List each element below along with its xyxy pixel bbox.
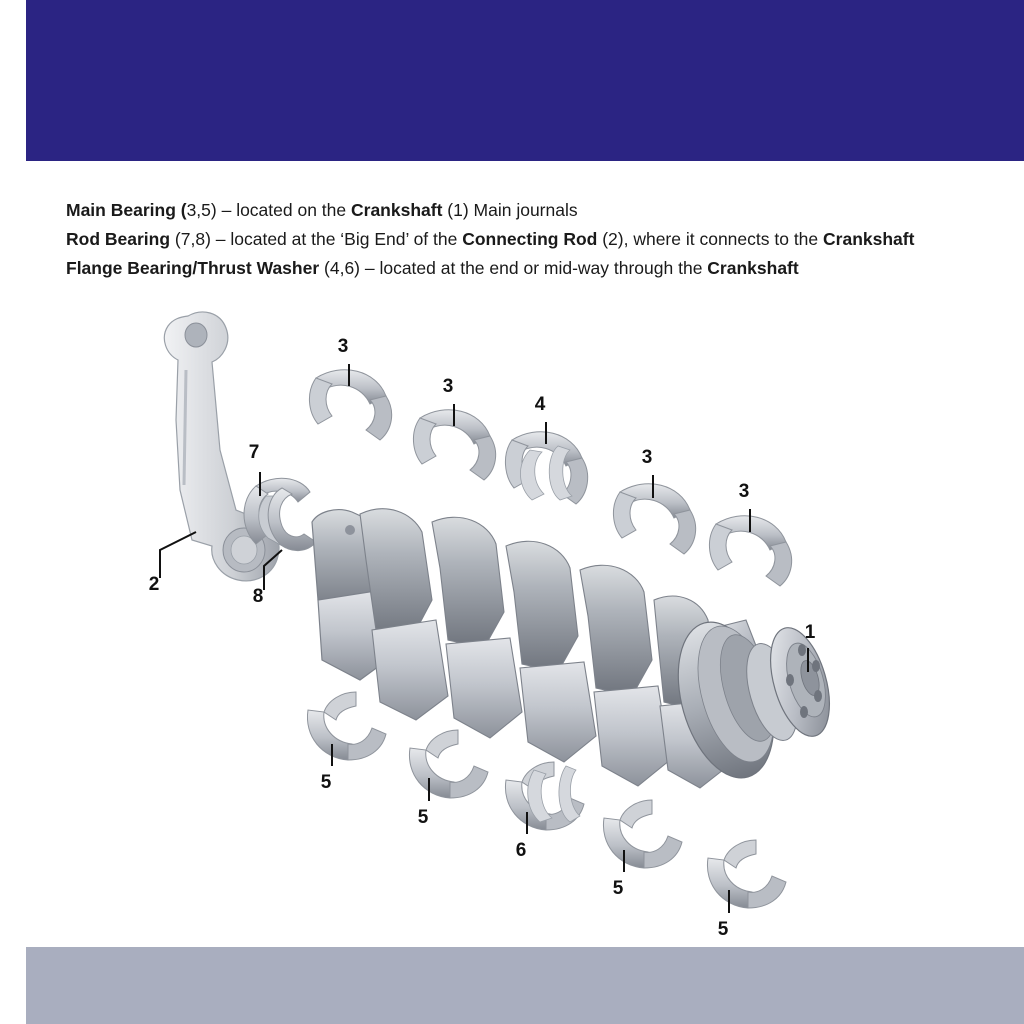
left-white-margin	[0, 0, 26, 1024]
header-bar	[26, 0, 1024, 161]
desc2-bold-1: Rod Bearing	[66, 229, 171, 249]
connecting-rod	[164, 312, 279, 581]
callout-3a: 3	[337, 336, 349, 357]
callout-3d: 3	[738, 481, 750, 502]
callout-4: 4	[534, 394, 546, 415]
footer-bar	[0, 947, 1024, 1024]
callout-5a: 5	[320, 772, 332, 793]
callout-6: 6	[515, 840, 527, 861]
callout-3b: 3	[442, 376, 454, 397]
exploded-crankshaft-bearing-diagram	[60, 300, 960, 940]
description-line-2	[66, 225, 996, 254]
desc2-bold-3: Crankshaft	[823, 229, 915, 249]
callout-3c: 3	[641, 447, 653, 468]
description-line-3	[66, 254, 996, 283]
desc3-bold-2: Crankshaft	[707, 258, 799, 278]
desc2-text-2: (2), where it connects to the	[597, 229, 824, 249]
callout-1: 1	[804, 622, 816, 643]
crankshaft	[312, 509, 840, 789]
desc3-text-1: (4,6) – located at the end or mid-way through the	[319, 258, 708, 278]
desc1-bold-1: Main Bearing (	[66, 200, 187, 220]
desc2-bold-2: Connecting Rod	[462, 229, 598, 249]
callout-5b: 5	[417, 807, 429, 828]
desc1-text-1: 3,5) – located on the	[186, 200, 351, 220]
description-block	[66, 196, 996, 283]
callout-5d: 5	[717, 919, 729, 940]
callout-8: 8	[252, 586, 264, 607]
description-line-1	[66, 196, 996, 225]
desc2-text-1: (7,8) – located at the ‘Big End’ of the	[170, 229, 463, 249]
desc1-bold-2: Crankshaft	[351, 200, 443, 220]
callout-7: 7	[248, 442, 260, 463]
callout-2: 2	[148, 574, 160, 595]
callout-5c: 5	[612, 878, 624, 899]
desc3-bold-1: Flange Bearing/Thrust Washer	[66, 258, 320, 278]
desc1-text-2: (1) Main journals	[442, 200, 578, 220]
rod-bearing-shell	[244, 478, 316, 550]
